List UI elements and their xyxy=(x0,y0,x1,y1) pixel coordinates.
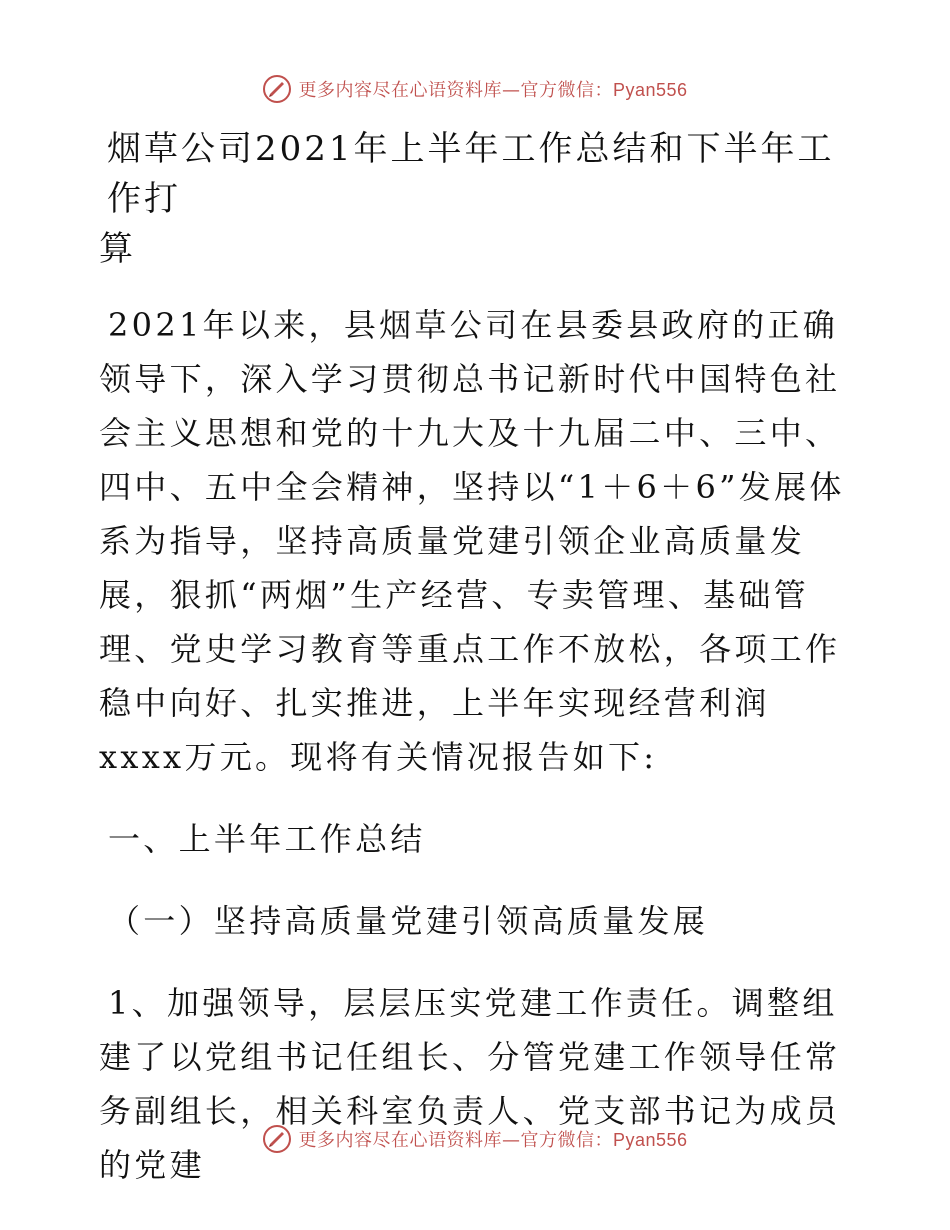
title-line-1: 烟草公司2021年上半年工作总结和下半年工作打 xyxy=(107,129,835,219)
intro-paragraph: 2021年以来，县烟草公司在县委县政府的正确领导下，深入学习贯彻总书记新时代中国特色社会主义思想和党的十九大及十九届二中、三中、四中、五中全会精神，坚持以“1＋6＋6”发展体系为指导，坚持高质量党建引领企业高质量发展，狠抓“两烟”生产经营、专卖管理、基础管理、党史学习教育等重点工作不放松，各项工作稳中向好、扎实推进，上半年实现经营利润xxxx万元。现将有关情况报告如下: xyxy=(99,306,845,776)
watermark-label: 官方微信： xyxy=(520,80,613,101)
item1-paragraph: 1、加强领导，层层压实党建工作责任。调整组建了以党组书记任组长、分管党建工作领导任常务副组长，相关科室负责人、党支部书记为成员的党建 xyxy=(99,984,841,1184)
watermark-separator: — xyxy=(501,1130,521,1151)
watermark-label: 官方微信： xyxy=(520,1130,613,1151)
watermark-text xyxy=(298,76,687,102)
watermark-site: 更多内容尽在心语资料库 xyxy=(298,80,502,101)
title-line-2: 算 xyxy=(99,229,136,269)
watermark-site: 更多内容尽在心语资料库 xyxy=(298,1130,502,1151)
document-body xyxy=(99,120,851,1192)
brand-logo-icon xyxy=(262,74,292,104)
watermark-text xyxy=(298,1126,687,1152)
watermark-separator: — xyxy=(501,80,521,101)
watermark-handle: Pyan556 xyxy=(612,80,688,100)
watermark-banner-top xyxy=(0,72,950,106)
document-title xyxy=(99,124,851,274)
section-heading: 一、上半年工作总结 xyxy=(108,820,426,858)
watermark-handle: Pyan556 xyxy=(612,1130,688,1150)
subsection-heading: （一）坚持高质量党建引领高质量发展 xyxy=(108,902,709,940)
watermark-banner-bottom xyxy=(0,1122,950,1156)
brand-logo-icon xyxy=(262,1124,292,1154)
